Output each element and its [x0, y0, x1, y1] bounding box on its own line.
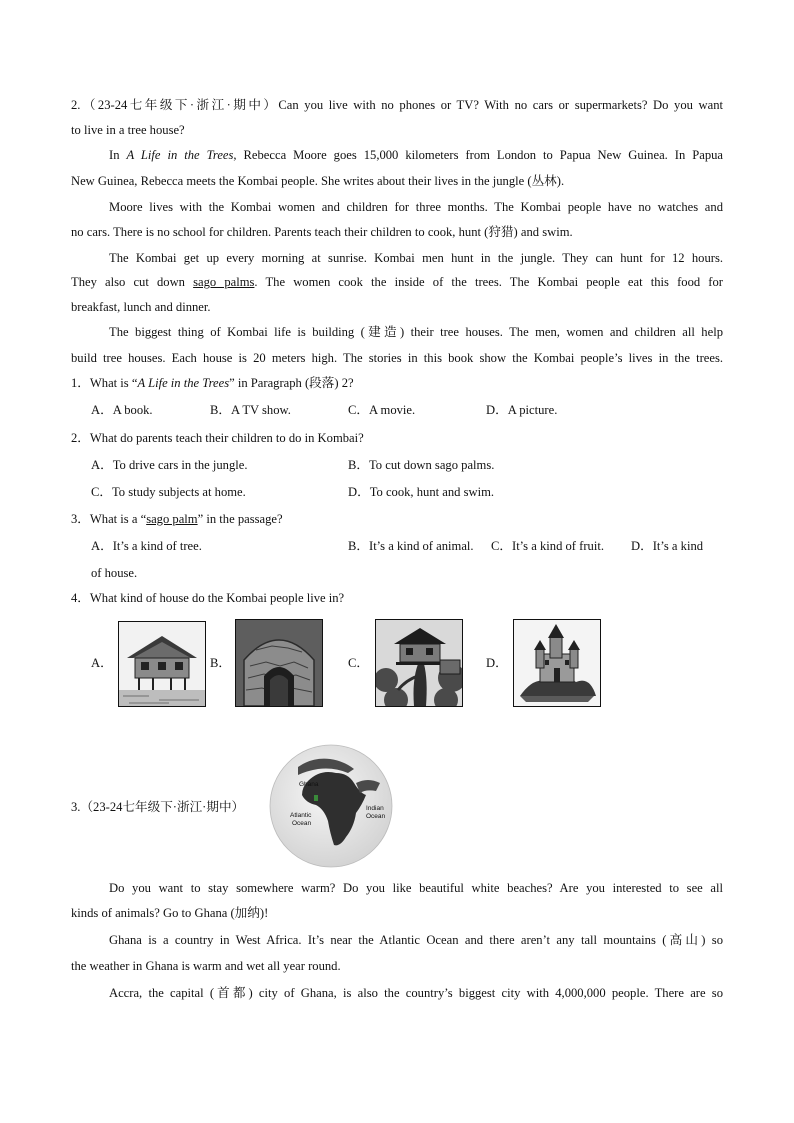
q3-p3-line-1: Accra, the capital (首都) city of Ghana, is also the country’s biggest city with 4,000,000 people. There are so [109, 986, 723, 1000]
stone-cave-house-image [235, 619, 323, 707]
tree-house-image [375, 619, 463, 707]
q2-p4-line-2: build tree houses. Each house is 20 meters high. The stories in this book show the Kombai people’s lives in the trees. [71, 351, 723, 365]
sago-palms-term: sago palms [193, 275, 255, 289]
question-3 [71, 511, 283, 528]
question-2: 2．What do parents teach their children to do in Kombai? [71, 431, 364, 445]
q3-option-b: B．It’s a kind of animal. [348, 539, 474, 553]
q2-p3-line-2 [71, 274, 723, 291]
q2-p2-line-2: no cars. There is no school for children. Parents teach their children to cook, hunt (狩猎) and swim. [71, 225, 573, 239]
atlantic-label-1: Atlantic [290, 812, 312, 819]
q4-label-b: B． [210, 656, 231, 670]
q2-p2-line-1: Moore lives with the Kombai women and children for three months. The Kombai people have no watches and [109, 200, 723, 214]
africa-map-image [268, 743, 394, 869]
q3-p2-line-1: Ghana is a country in West Africa. It’s near the Atlantic Ocean and there aren’t any tall mountains (高山) so [109, 933, 723, 947]
q2-p3-line-3: breakfast, lunch and dinner. [71, 300, 211, 314]
q1-book-title: A Life in the Trees [137, 376, 230, 390]
indian-label-2: Ocean [366, 813, 386, 820]
q2-intro-text: Can you live with no phones or TV? With no cars or supermarkets? Do you want [278, 98, 723, 112]
ghana-label: Ghana [299, 781, 319, 788]
q2-option-c: C．To study subjects at home. [91, 485, 246, 499]
q3-header: 3.（23-24七年级下·浙江·期中） [71, 800, 245, 814]
q4-label-d: D． [486, 656, 508, 670]
question-4: 4．What kind of house do the Kombai people live in? [71, 591, 345, 605]
q3-p1-line-1: Do you want to stay somewhere warm? Do you like beautiful white beaches? Are you interested to see all [109, 881, 723, 895]
q3-option-c: C．It’s a kind of fruit. [491, 539, 604, 553]
book-title: A Life in the Trees [126, 148, 234, 162]
q1-option-d: D．A picture. [486, 403, 558, 417]
q2-p1-text-b: , Rebecca Moore goes 15,000 kilometers from London to Papua New Guinea. In Papua [233, 148, 724, 162]
q2-intro-line-1 [71, 97, 723, 114]
q1-text: 1．What is “ [71, 376, 138, 390]
q2-option-b: B．To cut down sago palms. [348, 458, 495, 472]
q1-text-b: ” in Paragraph (段落) 2? [229, 376, 354, 390]
q2-p1-text: In [109, 148, 127, 162]
q3-p1-line-2: kinds of animals? Go to Ghana (加纳)! [71, 906, 269, 920]
q3-option-a: A．It’s a kind of tree. [91, 539, 202, 553]
q2-p3-text: They also cut down [71, 275, 194, 289]
castle-on-rock-image [513, 619, 601, 707]
q2-p3-line-1: The Kombai get up every morning at sunrise. Kombai men hunt in the jungle. They can hunt for 12 hours. [109, 251, 723, 265]
q1-option-a: A．A book. [91, 403, 153, 417]
q1-option-b: B．A TV show. [210, 403, 291, 417]
indian-label-1: Indian [366, 805, 384, 812]
q4-label-c: C． [348, 656, 369, 670]
q3-term: sago palm [146, 512, 198, 526]
q2-option-a: A．To drive cars in the jungle. [91, 458, 248, 472]
q1-option-c: C．A movie. [348, 403, 416, 417]
q2-p1-line-1 [109, 147, 723, 164]
q2-p3-text-b: . The women cook the inside of the trees. The Kombai people eat this food for [254, 275, 723, 289]
q2-header: 2.（23-24七年级下·浙江·期中） [71, 98, 279, 112]
q2-option-d: D．To cook, hunt and swim. [348, 485, 495, 499]
q2-p1-line-2: New Guinea, Rebecca meets the Kombai people. She writes about their lives in the jungle (丛林). [71, 174, 565, 188]
stilt-house-image [118, 621, 206, 707]
q2-intro-line-2: to live in a tree house? [71, 123, 185, 137]
q2-p4-line-1: The biggest thing of Kombai life is building (建造) their tree houses. The men, women and children all help [109, 325, 723, 339]
q3-text-b: ” in the passage? [197, 512, 283, 526]
q3-option-d-wrap: of house. [91, 566, 138, 580]
atlantic-label-2: Ocean [292, 820, 312, 827]
q3-text: 3．What is a “ [71, 512, 147, 526]
q4-label-a: A． [91, 656, 113, 670]
q3-option-d: D．It’s a kind [631, 539, 704, 553]
q3-p2-line-2: the weather in Ghana is warm and wet all year round. [71, 959, 341, 973]
question-1 [71, 375, 354, 392]
